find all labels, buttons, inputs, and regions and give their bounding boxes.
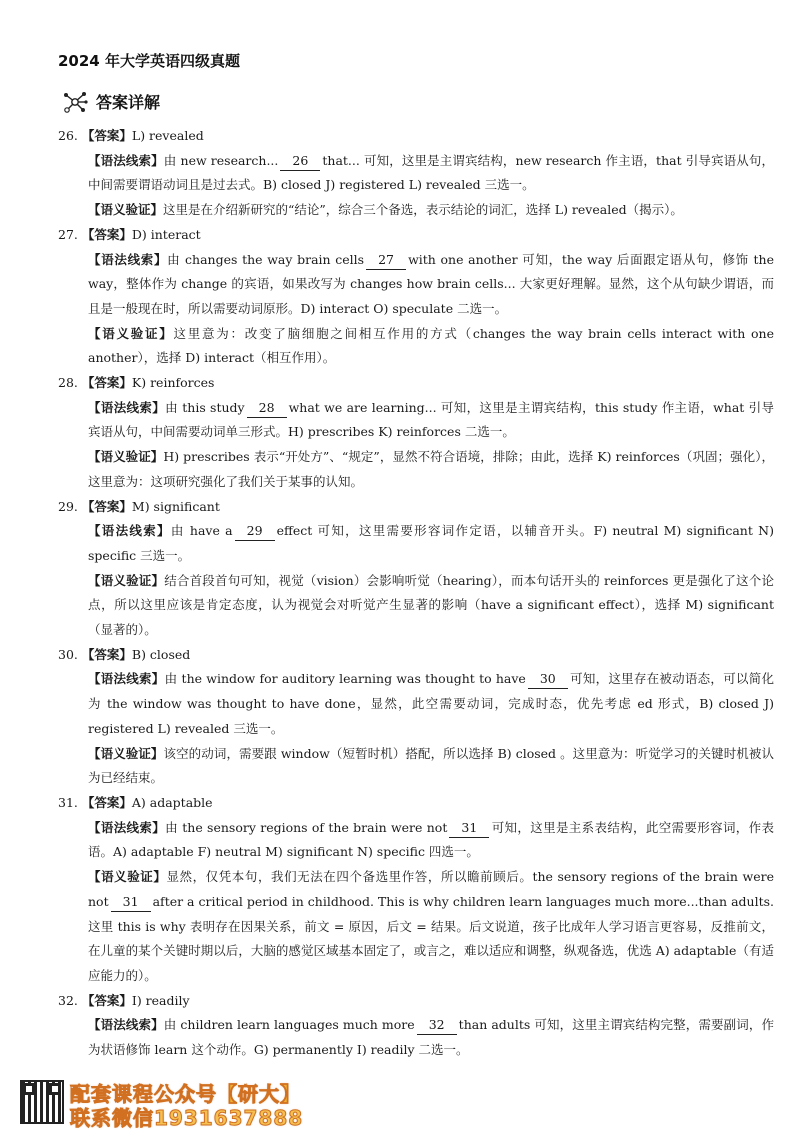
promo-footer <box>20 1078 320 1130</box>
page-title: 2024 年大学英语四级真题 <box>58 52 240 70</box>
blank-30: 30 <box>528 670 568 689</box>
qr-code-icon[interactable] <box>20 1080 64 1124</box>
blank-26: 26 <box>280 152 320 171</box>
question-26-answer: 26. 【答案】L) revealed <box>58 128 204 143</box>
question-27-grammar: 【语法线索】由 changes the way brain cells 27 with one another 可知，the way 后面跟定语从句，修饰 the way，整体作为 change 的宾语，如果改写为 changes how brain cells... 大家更好理解。显然，这个从句缺少谓语，而且是一般现在时，所以需要动词原形。D) interact O) speculate 二选一。 <box>88 251 774 316</box>
question-28-semantic: 【语义验证】H) prescribes 表示“开处方”、“规定”，显然不符合语境，排除；由此，选择 K) reinforces（巩固；强化），这里意为：这项研究强化了我们关于某事的认知。 <box>88 449 774 489</box>
section-title: 答案详解 <box>96 93 161 112</box>
blank-31-repeat: 31 <box>111 893 151 912</box>
question-28-answer: 28. 【答案】K) reinforces <box>58 375 215 391</box>
blank-27: 27 <box>366 251 406 270</box>
question-29-semantic: 【语义验证】结合首段首句可知，视觉（vision）会影响听觉（hearing），而本句话开头的 reinforces 更是强化了这个论点，所以这里应该是肯定态度，认为视觉会对听觉产生显著的影响（have a significant effect），选择 M) significant（显著的）。 <box>88 572 774 638</box>
question-26-grammar: 【语法线索】由 new research... 26 that... 可知，这里是主谓宾结构，new research 作主语，that 引导宾语从句，中间需要谓语动词且是过去式。B) closed J) registered L) revealed 三选一。 <box>88 152 774 193</box>
question-27-answer: 27. 【答案】D) interact <box>58 226 201 242</box>
question-29-answer: 29. 【答案】M) significant <box>58 498 220 514</box>
blank-32: 32 <box>417 1016 457 1035</box>
blank-29: 29 <box>235 522 275 541</box>
promo-line-2: 联系微信1931637888 <box>70 1106 304 1130</box>
question-30-answer: 30. 【答案】B) closed <box>58 646 191 662</box>
molecule-icon <box>62 91 88 113</box>
answer-explanations <box>58 124 774 1063</box>
question-26-semantic: 【语义验证】这里是在介绍新研究的“结论”，综合三个备选，表示结论的词汇，选择 L) revealed（揭示）。 <box>88 202 683 218</box>
section-header <box>62 90 160 113</box>
question-30-semantic: 【语义验证】该空的动词，需要跟 window（短暂时机）搭配，所以选择 B) closed 。这里意为：听觉学习的关键时机被认为已经结束。 <box>88 745 774 786</box>
question-31-answer: 31. 【答案】A) adaptable <box>58 794 213 810</box>
question-32-grammar: 【语法线索】由 children learn languages much more 32 than adults 可知，这里主谓宾结构完整，需要副词，作为状语修饰 learn 这个动作。G) permanently I) readily 二选一。 <box>88 1017 774 1058</box>
promo-line-1: 配套课程公众号【研大】 <box>70 1082 301 1106</box>
question-31-grammar: 【语法线索】由 the sensory regions of the brain were not 31 可知，这里是主系表结构，此空需要形容词，作表语。A) adaptable F) neutral M) significant N) specific 四选一。 <box>88 819 774 860</box>
blank-28: 28 <box>247 399 287 418</box>
blank-31: 31 <box>449 819 489 838</box>
question-32-answer: 32. 【答案】I) readily <box>58 992 190 1008</box>
question-29-grammar: 【语法线索】由 have a 29 effect 可知，这里需要形容词作定语，以辅音开头。F) neutral M) significant N) specific 三选一。 <box>88 523 774 563</box>
question-28-grammar: 【语法线索】由 this study 28 what we are learning... 可知，这里是主谓宾结构，this study 作主语，what 引导宾语从句，中间需要动词单三形式。H) prescribes K) reinforces 二选一。 <box>88 399 774 440</box>
question-31-semantic: 【语义验证】显然，仅凭本句，我们无法在四个备选里作答，所以瞻前顾后。the sensory regions of the brain were not 31 after a critical period in childhood. This is why children learn languages much more...than adults. 这里 this is why 表明存在因果关系，前文 = 原因，后文 = 结果。后文说道，孩子比成年人学习语言更容易，反推前文，在儿童的某个关键时期以后，大脑的感觉区域基本固定了，或言之，难以适应和调整，纵观备选，优选 A) adaptable（有适应能力的）。 <box>88 869 774 983</box>
question-30-grammar: 【语法线索】由 the window for auditory learning was thought to have 30 可知，这里存在被动语态，可以简化为 the window was thought to have done，显然，此空需要动词，完成时态，优先考虑 ed 形式，B) closed J) registered L) revealed 三选一。 <box>88 671 774 736</box>
question-27-semantic: 【语义验证】这里意为：改变了脑细胞之间相互作用的方式（changes the way brain cells interact with one another），选择 D) interact（相互作用）。 <box>88 325 774 366</box>
